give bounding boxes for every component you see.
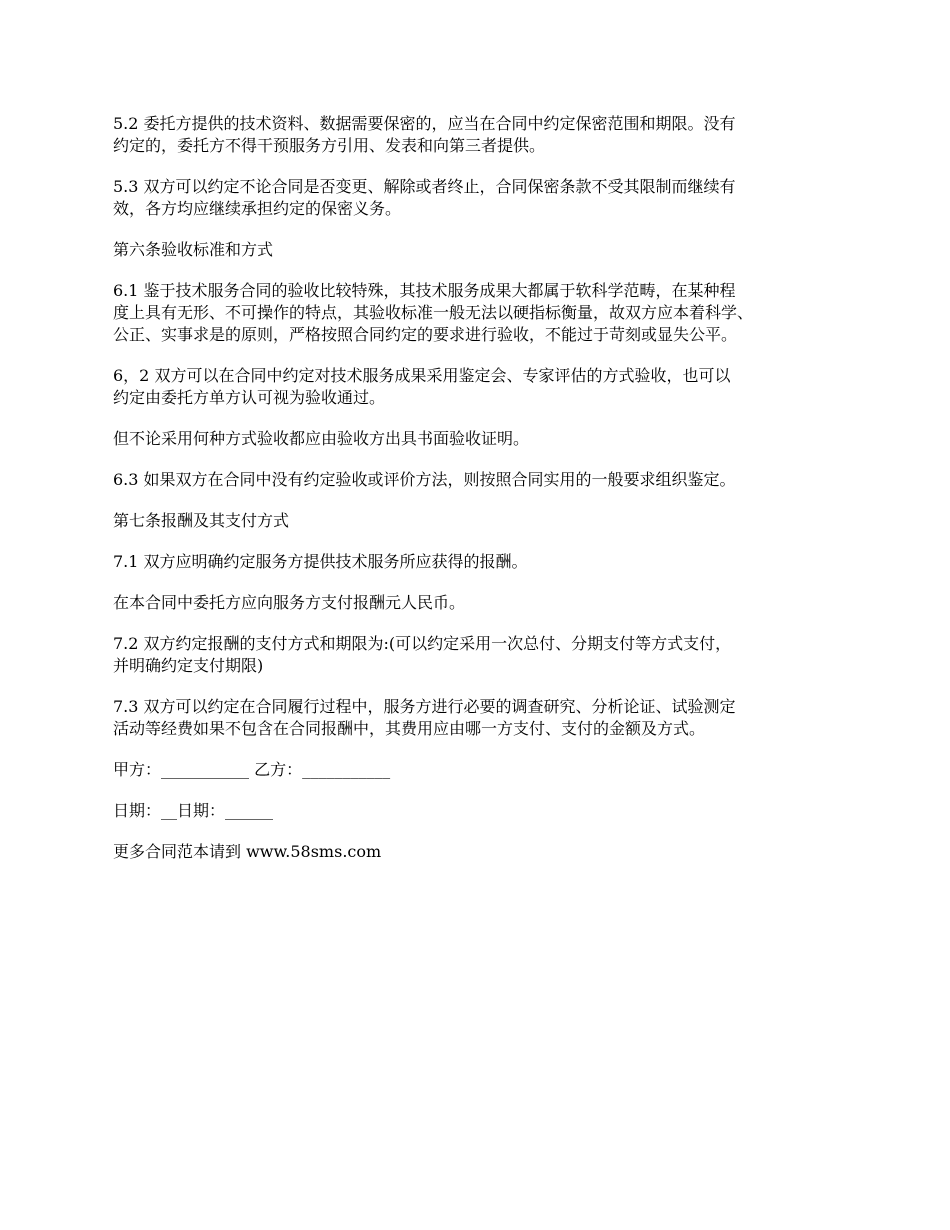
document-body — [113, 113, 853, 882]
paragraph-line: 6.3 如果双方在合同中没有约定验收或评价方法，则按照合同实用的一般要求组织鉴定。 — [113, 470, 736, 489]
paragraph-line: 公正、实事求是的原则，严格按照合同约定的要求进行验收，不能过于苛刻或显失公平。 — [113, 325, 738, 344]
paragraph-line: 7.3 双方可以约定在合同履行过程中，服务方进行必要的调查研究、分析论证、试验测定 — [113, 697, 736, 716]
paragraph-line: 7.2 双方约定报酬的支付方式和期限为:(可以约定采用一次总付、分期支付等方式支付， — [113, 634, 732, 653]
paragraph-line: 但不论采用何种方式验收都应由验收方出具书面验收证明。 — [113, 429, 530, 448]
paragraph-line: 6，2 双方可以在合同中约定对技术服务成果采用鉴定会、专家评估的方式验收，也可以 — [113, 366, 731, 385]
paragraph — [113, 759, 853, 781]
paragraph-line: 约定由委托方单方认可视为验收通过。 — [113, 388, 386, 407]
paragraph — [113, 239, 853, 261]
paragraph-line: 甲方：___________ 乙方：___________ — [113, 760, 391, 779]
paragraph — [113, 469, 853, 491]
paragraph-line: 并明确约定支付期限) — [113, 656, 264, 675]
paragraph-line: 效，各方均应继续承担约定的保密义务。 — [113, 199, 402, 218]
paragraph — [113, 428, 853, 450]
paragraph — [113, 841, 853, 863]
paragraph-line: 第七条报酬及其支付方式 — [113, 511, 290, 530]
paragraph — [113, 592, 853, 614]
paragraph — [113, 176, 853, 220]
paragraph-line: 约定的，委托方不得干预服务方引用、发表和向第三者提供。 — [113, 136, 546, 155]
paragraph — [113, 365, 853, 409]
paragraph-line: 度上具有无形、不可操作的特点，其验收标准一般无法以硬指标衡量，故双方应本着科学、 — [113, 303, 754, 322]
paragraph-line: 日期：__日期：______ — [113, 801, 274, 820]
paragraph — [113, 696, 853, 740]
paragraph-line: 在本合同中委托方应向服务方支付报酬元人民币。 — [113, 593, 466, 612]
paragraph — [113, 633, 853, 677]
paragraph — [113, 551, 853, 573]
paragraph-line: 7.1 双方应明确约定服务方提供技术服务所应获得的报酬。 — [113, 552, 528, 571]
paragraph-line: 6.1 鉴于技术服务合同的验收比较特殊，其技术服务成果大都属于软科学范畴，在某种程 — [113, 281, 736, 300]
paragraph-line: 活动等经费如果不包含在合同报酬中，其费用应由哪一方支付、支付的金额及方式。 — [113, 719, 706, 738]
paragraph — [113, 800, 853, 822]
paragraph-line: 第六条验收标准和方式 — [113, 240, 274, 259]
paragraph-line: 5.2 委托方提供的技术资料、数据需要保密的，应当在合同中约定保密范围和期限。没有 — [113, 114, 736, 133]
paragraph-line: 5.3 双方可以约定不论合同是否变更、解除或者终止，合同保密条款不受其限制而继续有 — [113, 177, 736, 196]
paragraph — [113, 113, 853, 157]
paragraph-line: 更多合同范本请到 www.58sms.com — [113, 842, 382, 861]
paragraph — [113, 280, 853, 346]
paragraph — [113, 510, 853, 532]
